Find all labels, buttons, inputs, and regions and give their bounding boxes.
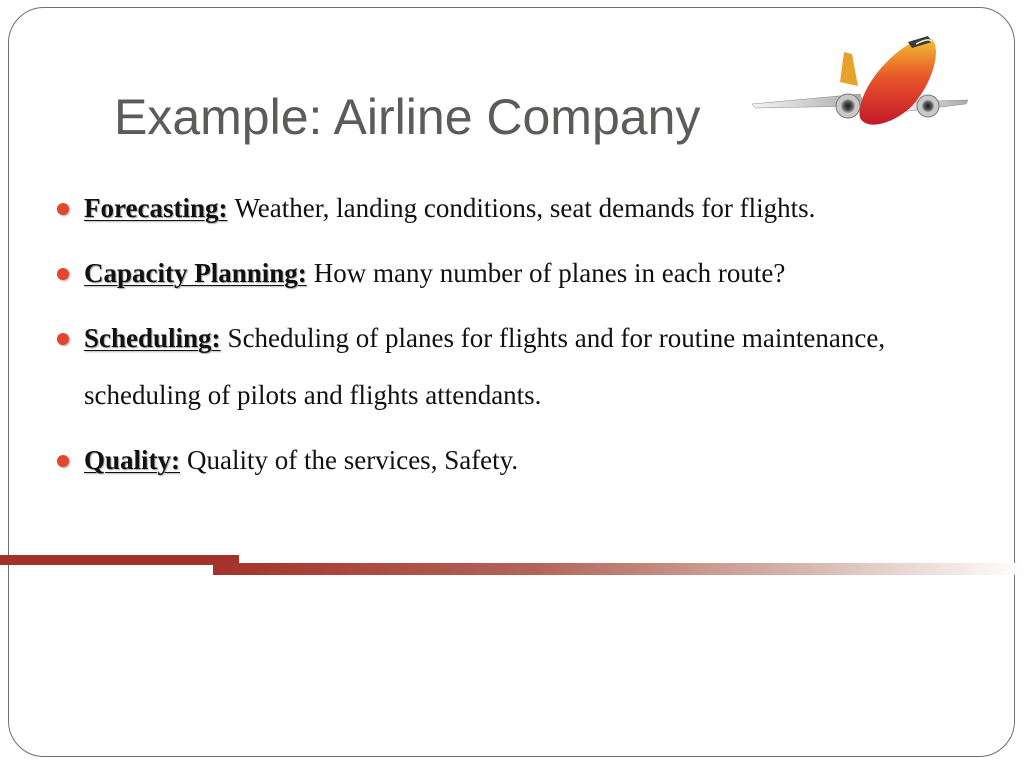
airplane-icon (748, 26, 972, 132)
accent-bar (0, 555, 239, 565)
bullet-item-quality (52, 432, 952, 489)
bullet-term: Capacity Planning: (84, 258, 307, 288)
bullet-text: Scheduling of planes for flights and for routine maintenance, scheduling of pilots and flights attendants. (84, 323, 886, 410)
bullet-text: Quality of the services, Safety. (187, 445, 519, 475)
slide-title: Example: Airline Company (114, 89, 701, 145)
bullet-dot-icon (57, 455, 69, 467)
bullet-list (52, 180, 952, 497)
bullet-dot-icon (57, 203, 69, 215)
bullet-dot-icon (57, 333, 69, 345)
bullet-dot-icon (57, 268, 69, 280)
bullet-item-capacity-planning (52, 245, 952, 302)
bullet-item-forecasting (52, 180, 952, 237)
bullet-term: Scheduling: (84, 323, 221, 353)
bullet-text: Weather, landing conditions, seat demands for flights. (234, 193, 816, 223)
bullet-text: How many number of planes in each route? (313, 258, 786, 288)
bullet-term: Forecasting: (84, 193, 228, 223)
bullet-item-scheduling (52, 310, 952, 424)
accent-bar-gradient (213, 563, 1024, 575)
bullet-term: Quality: (84, 445, 181, 475)
